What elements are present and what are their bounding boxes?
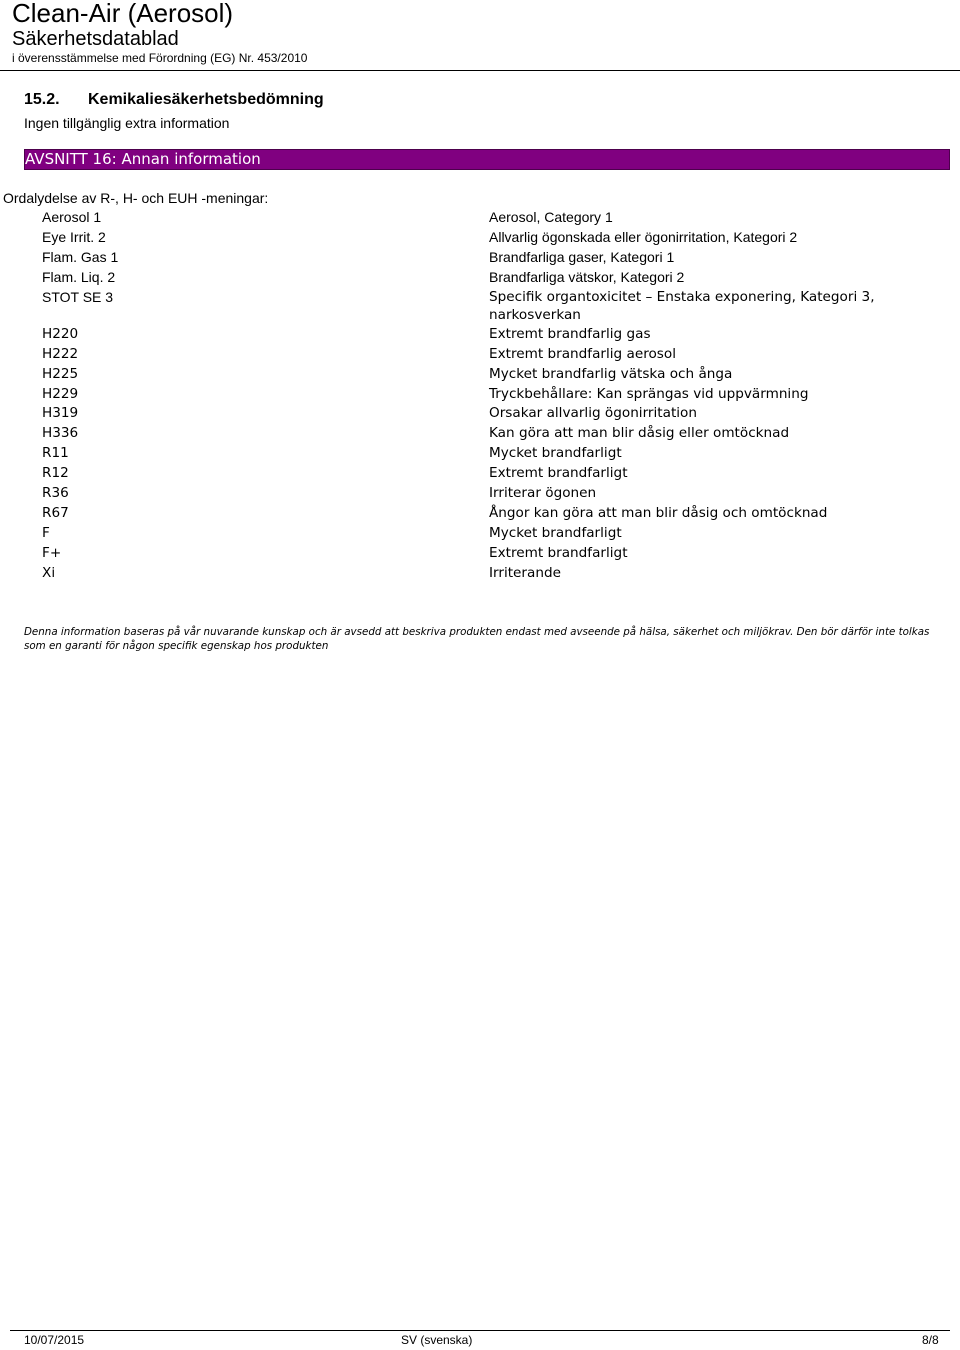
footer-language: SV (svenska) [401,1333,473,1347]
footer-page-number: 8/8 [922,1333,939,1347]
table-row [0,464,960,484]
table-row [0,208,960,228]
phrase-text: Allvarlig ögonskada eller ögonirritation, Kategori 2 [489,229,798,245]
table-row [0,365,960,385]
disclaimer-text: Denna information baseras på vår nuvarande kunskap och är avsedd att beskriva produkten endast med avseende på hälsa, säkerhet och miljökrav. Den bör därför inte tolkas som en garanti för någon specifik egenskap hos produkten [24,626,930,652]
subsection-title: Kemikaliesäkerhetsbedömning [88,91,324,108]
phrase-text: Extremt brandfarligt [489,545,628,561]
table-row [0,564,960,584]
phrases-intro: Ordalydelse av R-, H- och EUH -meningar: [3,190,269,206]
section-title: AVSNITT 16: Annan information [25,150,261,168]
subsection-number: 15.2. [24,91,60,108]
regulation-note: i överensstämmelse med Förordning (EG) Nr. 453/2010 [12,51,308,65]
phrase-text: Mycket brandfarligt [489,525,622,541]
phrase-text: Extremt brandfarligt [489,465,628,481]
header-divider [0,70,960,71]
table-row [0,424,960,444]
table-row [0,268,960,288]
table-row [0,504,960,524]
table-row [0,288,960,326]
phrase-text: Aerosol, Category 1 [489,209,613,225]
phrase-text: Orsakar allvarlig ögonirritation [489,405,697,421]
phrase-text: Tryckbehållare: Kan sprängas vid uppvärmning [489,386,809,402]
table-row [0,444,960,464]
phrase-text: Mycket brandfarligt [489,445,622,461]
phrase-text: Kan göra att man blir dåsig eller omtöcknad [489,425,790,441]
phrase-code: H225 [42,366,79,382]
phrase-text: Brandfarliga vätskor, Kategori 2 [489,269,685,285]
table-row [0,345,960,365]
footer-date: 10/07/2015 [24,1333,85,1347]
phrase-text: Extremt brandfarlig gas [489,326,651,342]
phrase-code: F+ [42,545,62,561]
phrase-code: Flam. Liq. 2 [42,269,116,285]
phrase-code: R12 [42,465,69,481]
phrase-text: Irriterar ögonen [489,485,597,501]
phrase-code: H220 [42,326,79,342]
document-subtitle: Säkerhetsdatablad [12,28,179,50]
table-row [0,484,960,504]
phrase-code: Aerosol 1 [42,209,102,225]
phrase-text: Specifik organtoxicitet – Enstaka exponering, Kategori 3, narkosverkan [489,289,875,323]
footer-divider [10,1330,950,1331]
phrase-text: Extremt brandfarlig aerosol [489,346,676,362]
document-title: Clean-Air (Aerosol) [12,0,234,28]
phrase-code: R36 [42,485,69,501]
phrase-code: STOT SE 3 [42,289,114,305]
table-row [0,325,960,345]
phrase-code: H319 [42,405,79,421]
phrase-code: H229 [42,386,79,402]
table-row [0,404,960,424]
table-row [0,544,960,564]
phrase-text: Ångor kan göra att man blir dåsig och omtöcknad [489,505,828,521]
phrase-code: H336 [42,425,79,441]
phrase-code: Eye Irrit. 2 [42,229,106,245]
phrase-code: R67 [42,505,69,521]
table-row [0,524,960,544]
phrase-code: H222 [42,346,79,362]
phrase-code: Flam. Gas 1 [42,249,119,265]
phrase-code: F [42,525,50,541]
table-row [0,228,960,248]
phrase-text: Brandfarliga gaser, Kategori 1 [489,249,675,265]
table-row [0,385,960,405]
phrase-text: Irriterande [489,565,561,581]
table-row [0,248,960,268]
phrase-text: Mycket brandfarlig vätska och ånga [489,366,733,382]
phrase-code: R11 [42,445,69,461]
section-header-bar [24,149,950,170]
phrase-code: Xi [42,565,56,581]
subsection-note: Ingen tillgänglig extra information [24,115,230,131]
